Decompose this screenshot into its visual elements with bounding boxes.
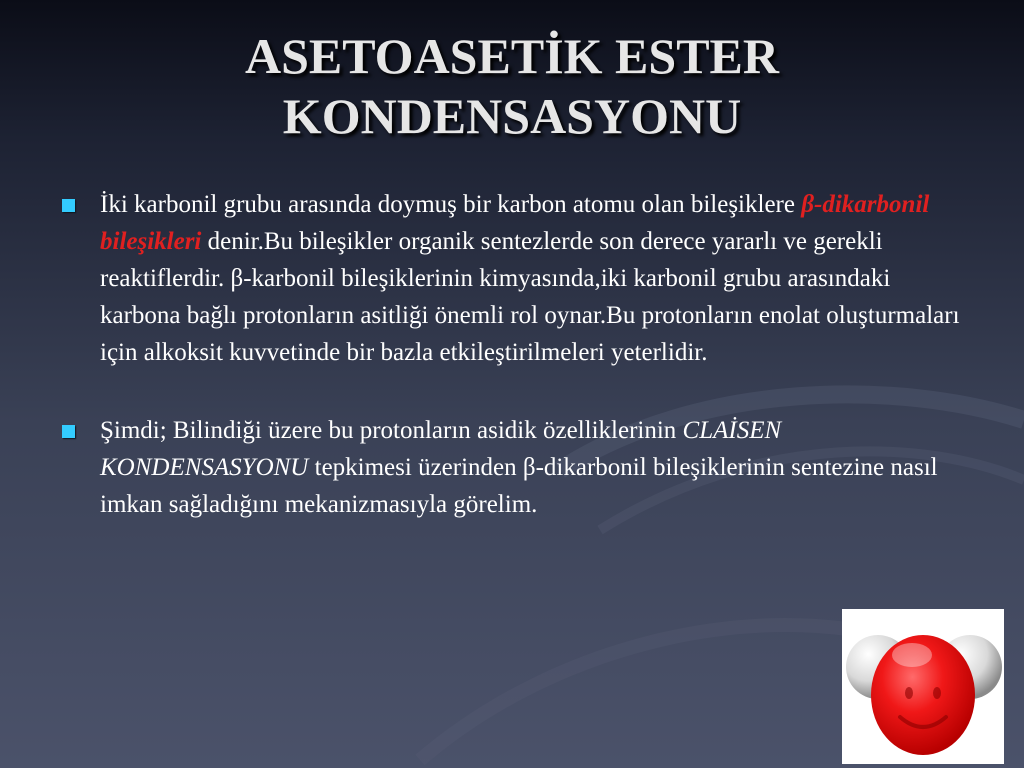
bullet-2-part1: Şimdi; Bilindiği üzere bu protonların asidik özelliklerinin [100, 417, 683, 444]
bullet-2-part2: tepkimesi üzerinden β-dikarbonil bileşiklerinin sentezine nasıl imkan sağladığını mekanizmasıyla görelim. [100, 454, 938, 518]
bullet-item-2 [62, 412, 962, 523]
bullet-1-term: β-dikarbonil bileşikleri [100, 191, 930, 255]
bullet-list [62, 186, 962, 523]
title-line-2: KONDENSASYONU [282, 88, 742, 144]
bullet-text-1 [100, 186, 962, 371]
bullet-text-2 [100, 412, 962, 523]
bullet-1-part2: denir.Bu bileşikler organik sentezlerde son derece yararlı ve gerekli reaktiflerdir. β-karbonil bileşiklerinin kimyasında,iki karbonil grubu arasındaki karbona bağlı protonların asitliği önemli rol oynar.Bu protonların enolat oluşturmaları için alkoksit kuvvetinde bir bazla etkileştirilmeleri yeterlidir. [100, 228, 960, 366]
smiling-molecule-image [842, 609, 1004, 764]
slide-title [40, 26, 984, 146]
bullet-item-1 [62, 186, 962, 371]
bullet-1-part1: İki karbonil grubu arasında doymuş bir karbon atomu olan bileşiklere [100, 191, 802, 218]
bullet-2-term: CLAİSEN KONDENSASYONU [100, 417, 782, 481]
bullet-square-icon [62, 199, 75, 212]
title-line-1: ASETOASETİK ESTER [244, 28, 780, 84]
bullet-square-icon [62, 425, 75, 438]
smiling-molecule-icon [842, 609, 1004, 764]
